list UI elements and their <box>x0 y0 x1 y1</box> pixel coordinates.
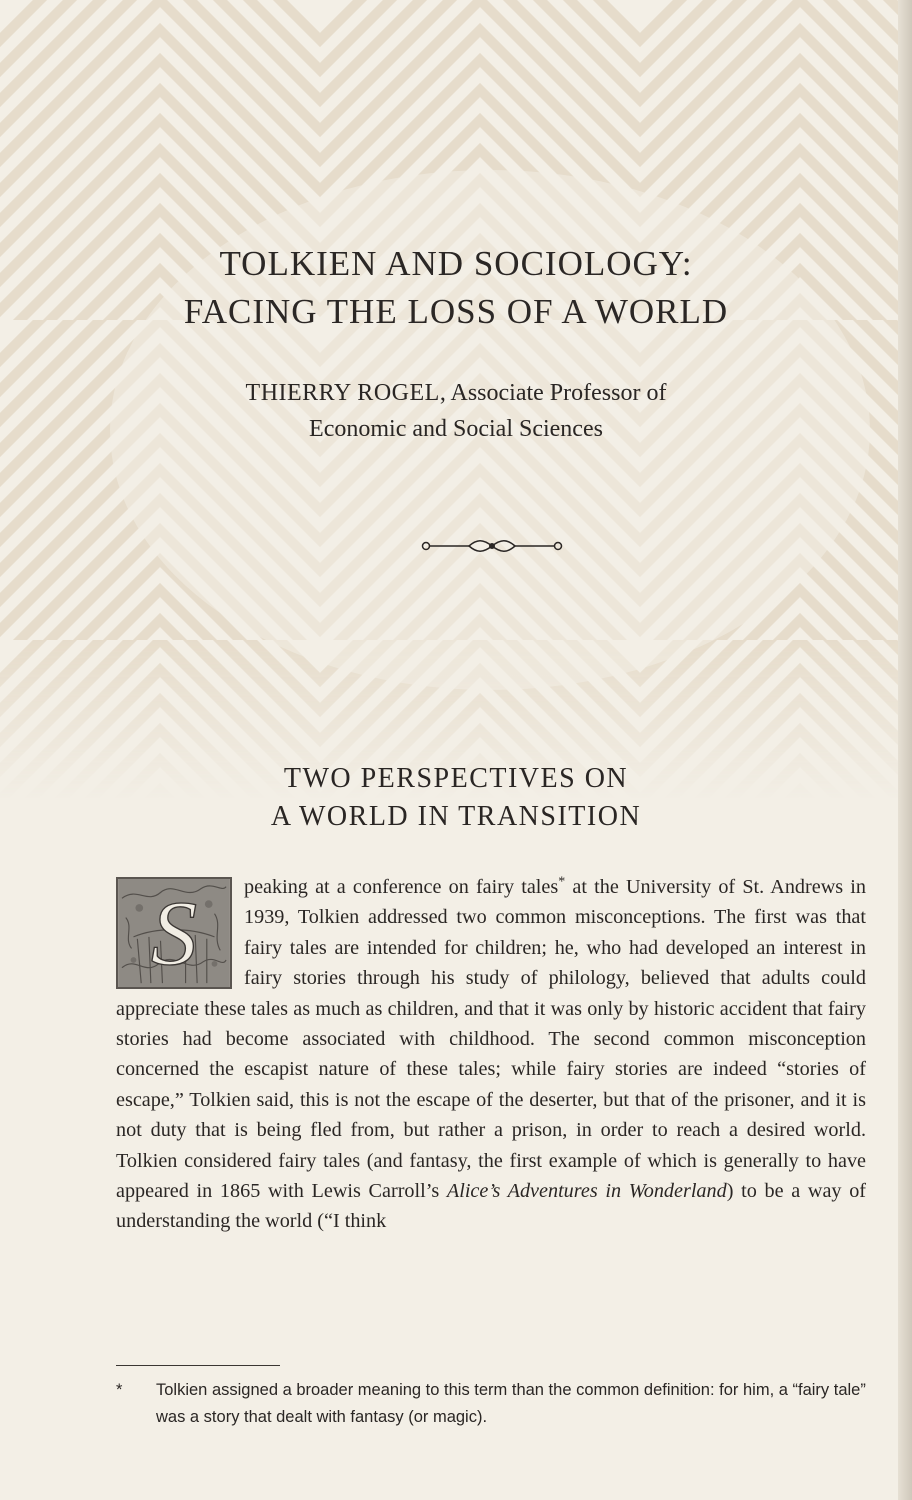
footnote-reference[interactable]: * <box>558 874 566 890</box>
decorative-drop-cap <box>116 877 232 989</box>
footnote-divider <box>116 1365 280 1366</box>
author-role-line-2: Economic and Social Sciences <box>309 416 603 442</box>
section-title <box>0 760 912 836</box>
section-title-line-1: TWO PERSPECTIVES ON <box>283 763 629 794</box>
chapter-title-line-2: FACING THE LOSS OF A WORLD <box>183 292 729 331</box>
author-name: THIERRY ROGEL <box>245 380 440 406</box>
author-credit <box>0 375 912 447</box>
body-text-run-1: peaking at a conference on fairy tales <box>244 876 559 898</box>
body-paragraph <box>116 872 866 1237</box>
chapter-title-line-1: TOLKIEN AND SOCIOLOGY: <box>219 244 693 283</box>
footnote-marker: * <box>116 1381 123 1399</box>
ornamental-divider <box>421 536 563 556</box>
section-title-line-2: A WORLD IN TRANSITION <box>270 801 642 832</box>
drop-cap-letter: S <box>150 882 198 985</box>
book-title-italic: Alice’s Adventures in Wonderland <box>446 1180 727 1203</box>
body-text-run-2: at the University of St. Andrews in 1939, Tolkien addressed two common misconceptions. The first was that fairy tales are intended for children; he, who had developed an interest in fairy stories through his study of philology, believed that adults could appreciate these tales as much as children, and that it was only by historic accident that fairy stories had become associated with childhood. The second common misconception concerned the escapist nature of these tales; while fairy stories are indeed “stories of escape,” Tolkien said, this is not the escape of the deserter, but that of the prisoner, and it is not duty that is being fled from, but rather a prison, in order to reach a desired world. Tolkien considered fairy tales (and fantasy, the first example of which is generally to have appeared in 1865 with Lewis Carroll’s <box>116 876 866 1203</box>
footnote-text: Tolkien assigned a broader meaning to this term than the common definition: for him, a “fairy tale” was a story that dealt with fantasy (or magic). <box>156 1381 866 1426</box>
body-text-run-3: ) to be a way of understanding the world (“I think <box>116 1180 867 1233</box>
author-role-line-1: , Associate Professor of <box>439 380 667 406</box>
footnote <box>116 1377 866 1431</box>
chapter-title <box>0 240 912 336</box>
